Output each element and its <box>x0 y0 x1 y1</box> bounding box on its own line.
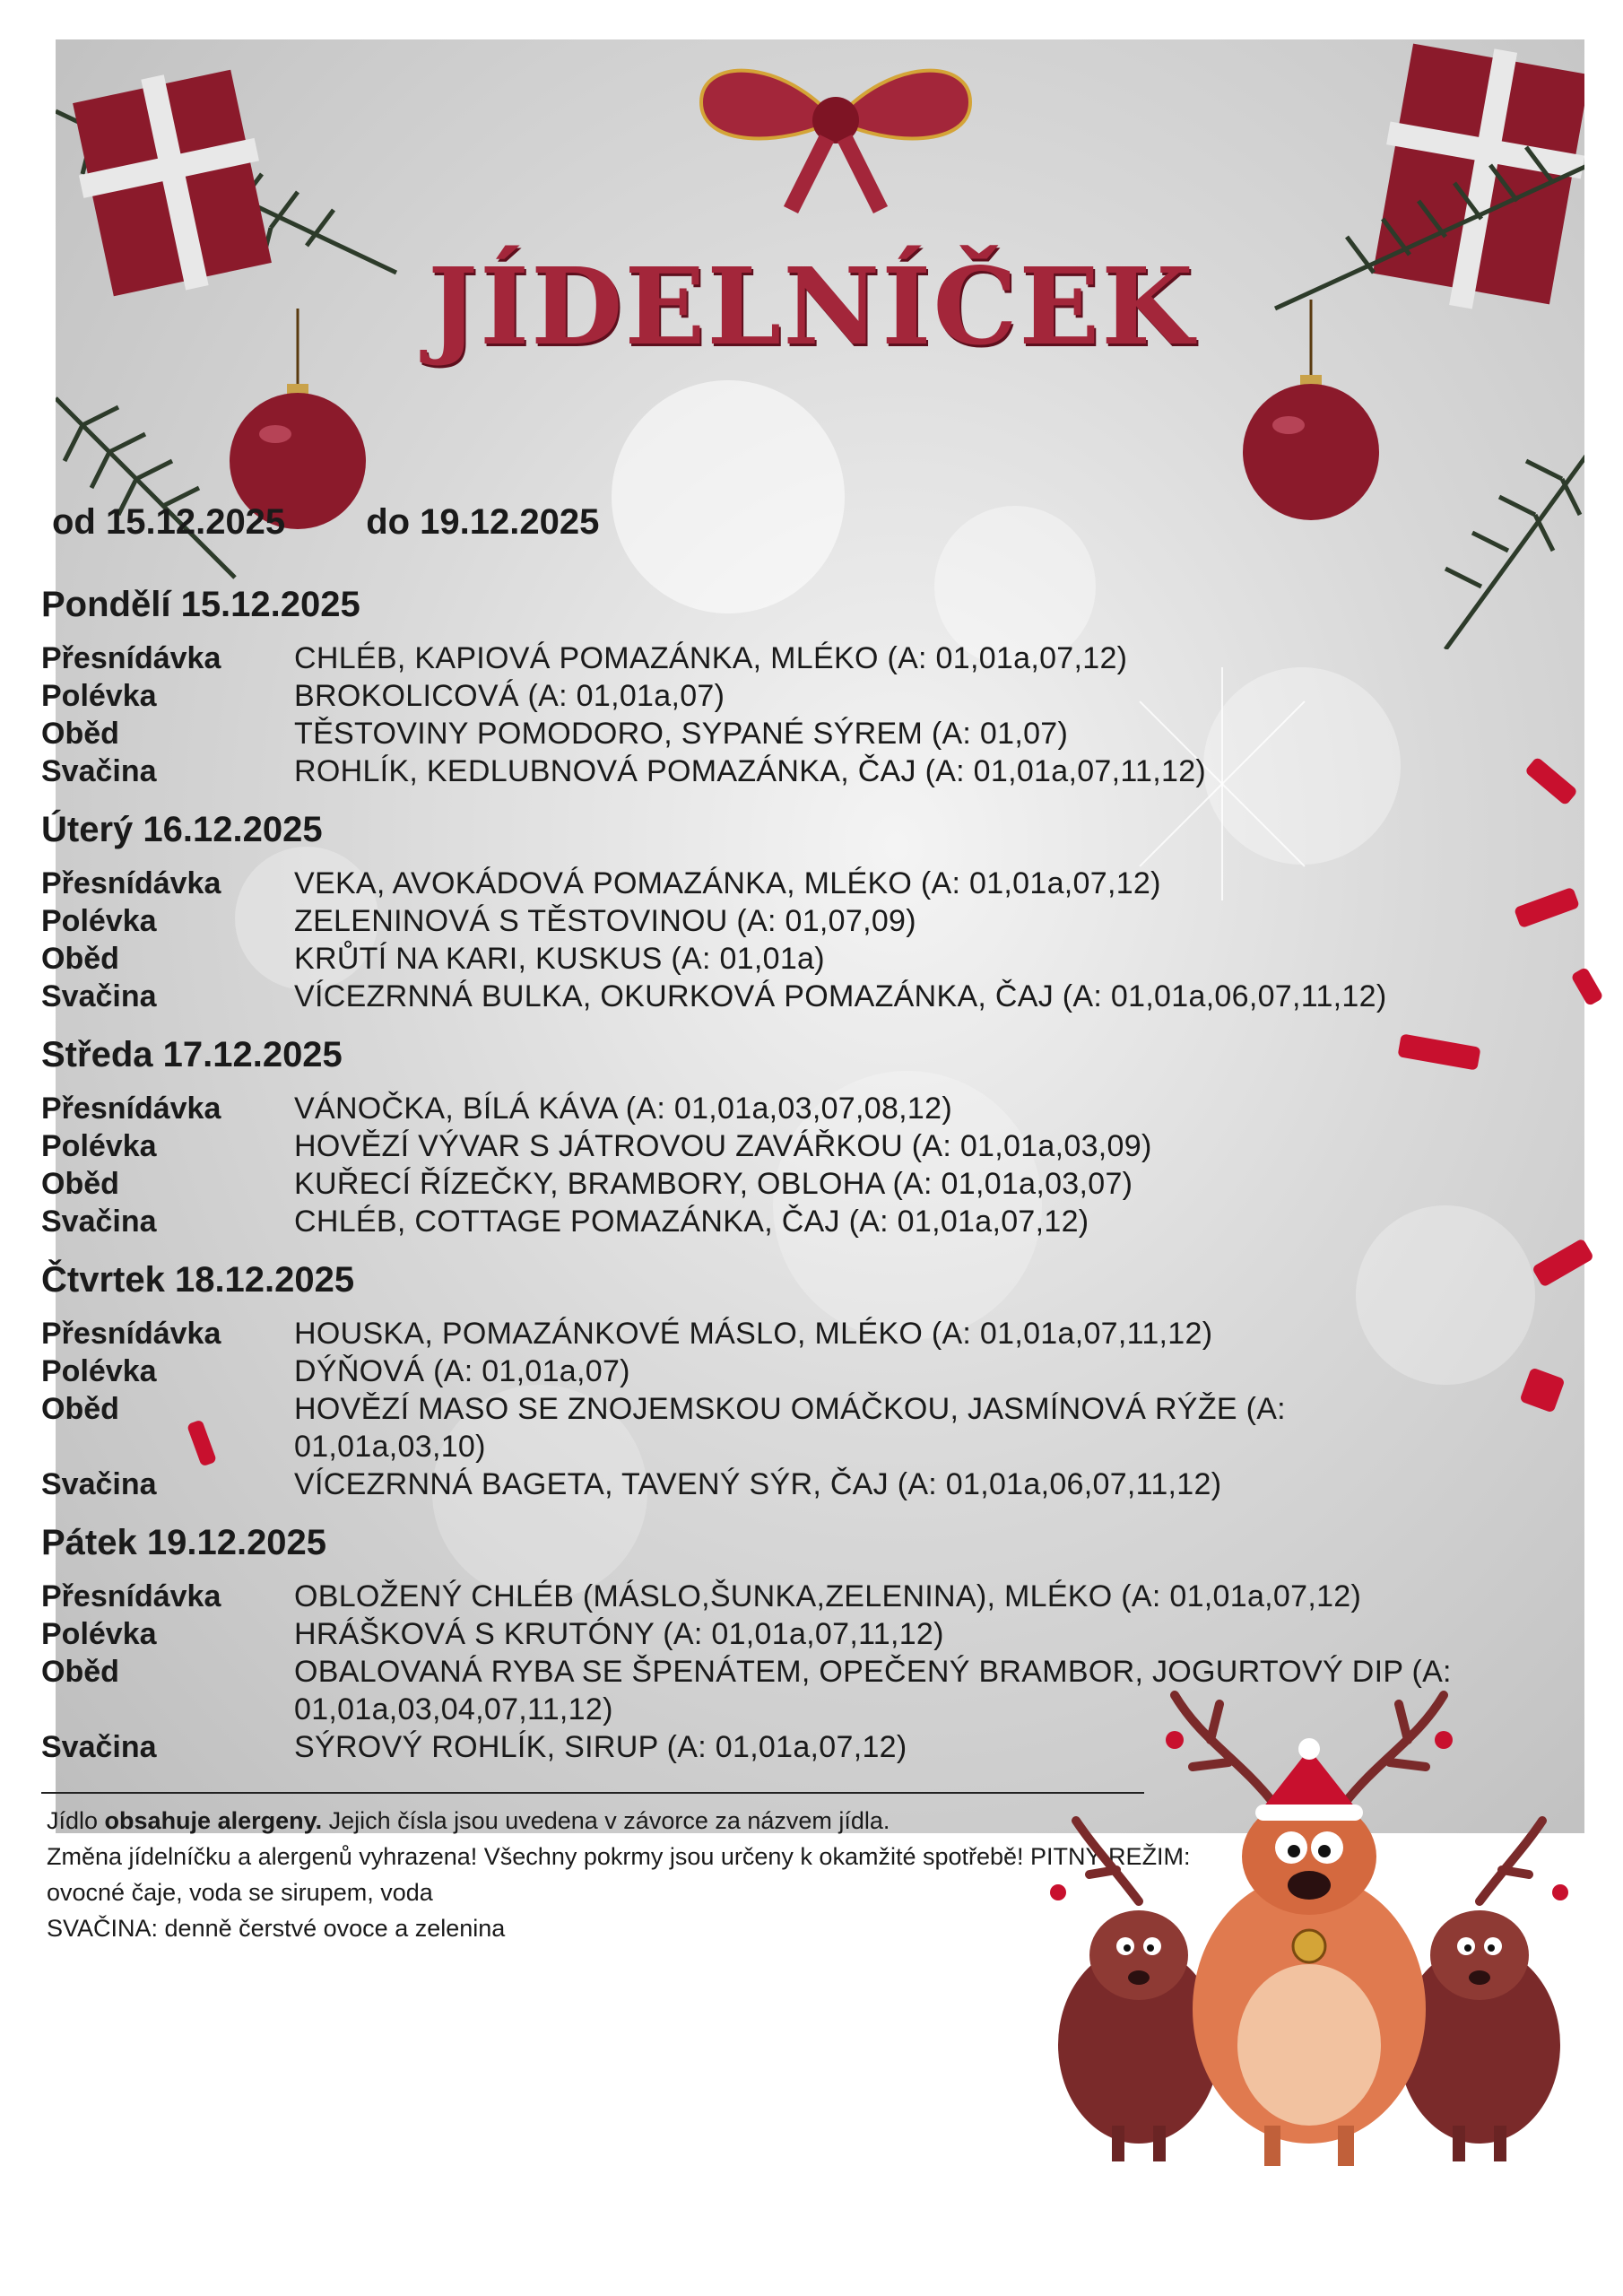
meal-row <box>41 1315 1548 1352</box>
page-title: JÍDELNÍČEK <box>428 244 1195 369</box>
meal-label: Svačina <box>41 1730 157 1764</box>
allergen-note-bold: obsahuje alergeny. <box>104 1807 323 1834</box>
meal-row <box>41 1578 1548 1615</box>
meal-label: Přesnídávka <box>41 866 221 900</box>
meal-row <box>41 902 1548 940</box>
date-from: od 15.12.2025 <box>52 502 286 542</box>
day-block-monday <box>41 585 1548 790</box>
meal-text: KUŘECÍ ŘÍZEČKY, BRAMBORY, OBLOHA (A: 01,01a,03,07) <box>294 1167 1133 1201</box>
meal-text: ZELENINOVÁ S TĚSTOVINOU (A: 01,07,09) <box>294 904 916 938</box>
meal-label: Polévka <box>41 679 157 713</box>
day-block-tuesday <box>41 810 1548 1015</box>
day-title: Pondělí 15.12.2025 <box>41 585 360 624</box>
date-range <box>52 502 680 543</box>
meal-row <box>41 1615 1548 1653</box>
meal-label: Oběd <box>41 1655 119 1689</box>
meal-text: HOUSKA, POMAZÁNKOVÉ MÁSLO, MLÉKO (A: 01,01a,07,11,12) <box>294 1317 1213 1351</box>
meal-row <box>41 978 1548 1015</box>
meal-label: Polévka <box>41 904 157 938</box>
allergen-note-suffix: Jejich čísla jsou uvedena v závorce za názvem jídla. <box>322 1807 890 1834</box>
meal-row <box>41 940 1548 978</box>
footer-divider <box>41 1792 1144 1794</box>
meal-text: KRŮTÍ NA KARI, KUSKUS (A: 01,01a) <box>294 942 825 976</box>
meal-text: OBLOŽENÝ CHLÉB (MÁSLO,ŠUNKA,ZELENINA), MLÉKO (A: 01,01a,07,12) <box>294 1579 1362 1613</box>
bow-ornament-icon <box>647 39 1024 219</box>
reindeer-illustration <box>1040 1686 1578 2170</box>
meal-label: Oběd <box>41 717 119 751</box>
meal-label: Svačina <box>41 754 157 788</box>
meal-row <box>41 1390 1548 1465</box>
meal-text: TĚSTOVINY POMODORO, SYPANÉ SÝREM (A: 01,07) <box>294 717 1069 751</box>
meal-row <box>41 1165 1548 1203</box>
allergen-note-prefix: Jídlo <box>47 1807 105 1834</box>
meal-row <box>41 1127 1548 1165</box>
day-title: Pátek 19.12.2025 <box>41 1523 327 1562</box>
meal-text: DÝŇOVÁ (A: 01,01a,07) <box>294 1354 630 1388</box>
drinking-note: ovocné čaje, voda se sirupem, voda <box>47 1879 433 1906</box>
meal-text: BROKOLICOVÁ (A: 01,01a,07) <box>294 679 725 713</box>
meal-text: HOVĚZÍ MASO SE ZNOJEMSKOU OMÁČKOU, JASMÍNOVÁ RÝŽE (A: 01,01a,03,10) <box>294 1392 1286 1464</box>
meal-label: Přesnídávka <box>41 1317 221 1351</box>
day-title: Středa 17.12.2025 <box>41 1035 343 1074</box>
meal-label: Oběd <box>41 1167 119 1201</box>
snack-note: SVAČINA: denně čerstvé ovoce a zelenina <box>47 1915 506 1942</box>
meal-label: Polévka <box>41 1617 157 1651</box>
meal-label: Přesnídávka <box>41 1091 221 1126</box>
meal-label: Přesnídávka <box>41 1579 221 1613</box>
meal-row <box>41 1465 1548 1503</box>
meal-text: HOVĚZÍ VÝVAR S JÁTROVOU ZAVÁŘKOU (A: 01,01a,03,09) <box>294 1129 1152 1163</box>
day-title: Čtvrtek 18.12.2025 <box>41 1260 355 1300</box>
meal-text: VEKA, AVOKÁDOVÁ POMAZÁNKA, MLÉKO (A: 01,01a,07,12) <box>294 866 1161 900</box>
meal-label: Svačina <box>41 1205 157 1239</box>
meal-label: Přesnídávka <box>41 641 221 675</box>
meal-text: HRÁŠKOVÁ S KRUTÓNY (A: 01,01a,07,11,12) <box>294 1617 944 1651</box>
meal-label: Polévka <box>41 1129 157 1163</box>
meal-label: Polévka <box>41 1354 157 1388</box>
meal-row <box>41 865 1548 902</box>
meal-label: Oběd <box>41 1392 119 1426</box>
meal-text: CHLÉB, KAPIOVÁ POMAZÁNKA, MLÉKO (A: 01,01a,07,12) <box>294 641 1128 675</box>
day-title: Úterý 16.12.2025 <box>41 810 323 849</box>
meal-text: CHLÉB, COTTAGE POMAZÁNKA, ČAJ (A: 01,01a,07,12) <box>294 1205 1089 1239</box>
date-to: do 19.12.2025 <box>366 502 600 542</box>
meal-row <box>41 1352 1548 1390</box>
meal-row <box>41 1203 1548 1240</box>
meal-label: Oběd <box>41 942 119 976</box>
day-block-thursday <box>41 1260 1548 1503</box>
meal-text: VÍCEZRNNÁ BAGETA, TAVENÝ SÝR, ČAJ (A: 01,01a,06,07,11,12) <box>294 1467 1222 1501</box>
day-block-wednesday <box>41 1035 1548 1240</box>
meal-text: ROHLÍK, KEDLUBNOVÁ POMAZÁNKA, ČAJ (A: 01,01a,07,11,12) <box>294 754 1207 788</box>
meal-text: VÁNOČKA, BÍLÁ KÁVA (A: 01,01a,03,07,08,12) <box>294 1091 952 1126</box>
meal-row <box>41 715 1548 752</box>
meal-text: SÝROVÝ ROHLÍK, SIRUP (A: 01,01a,07,12) <box>294 1730 907 1764</box>
change-note: Změna jídelníčku a alergenů vyhrazena! Všechny pokrmy jsou určeny k okamžité spotřebě! PITNÝ REŽIM: <box>47 1843 1191 1870</box>
meal-label: Svačina <box>41 979 157 1013</box>
meal-text: OBALOVANÁ RYBA SE ŠPENÁTEM, OPEČENÝ BRAMBOR, JOGURTOVÝ DIP (A: 01,01a,03,04,07,11,12) <box>294 1655 1452 1726</box>
meal-row <box>41 639 1548 677</box>
meal-row <box>41 752 1548 790</box>
meal-label: Svačina <box>41 1467 157 1501</box>
meal-text: VÍCEZRNNÁ BULKA, OKURKOVÁ POMAZÁNKA, ČAJ (A: 01,01a,06,07,11,12) <box>294 979 1387 1013</box>
meal-row <box>41 1090 1548 1127</box>
meal-row <box>41 677 1548 715</box>
